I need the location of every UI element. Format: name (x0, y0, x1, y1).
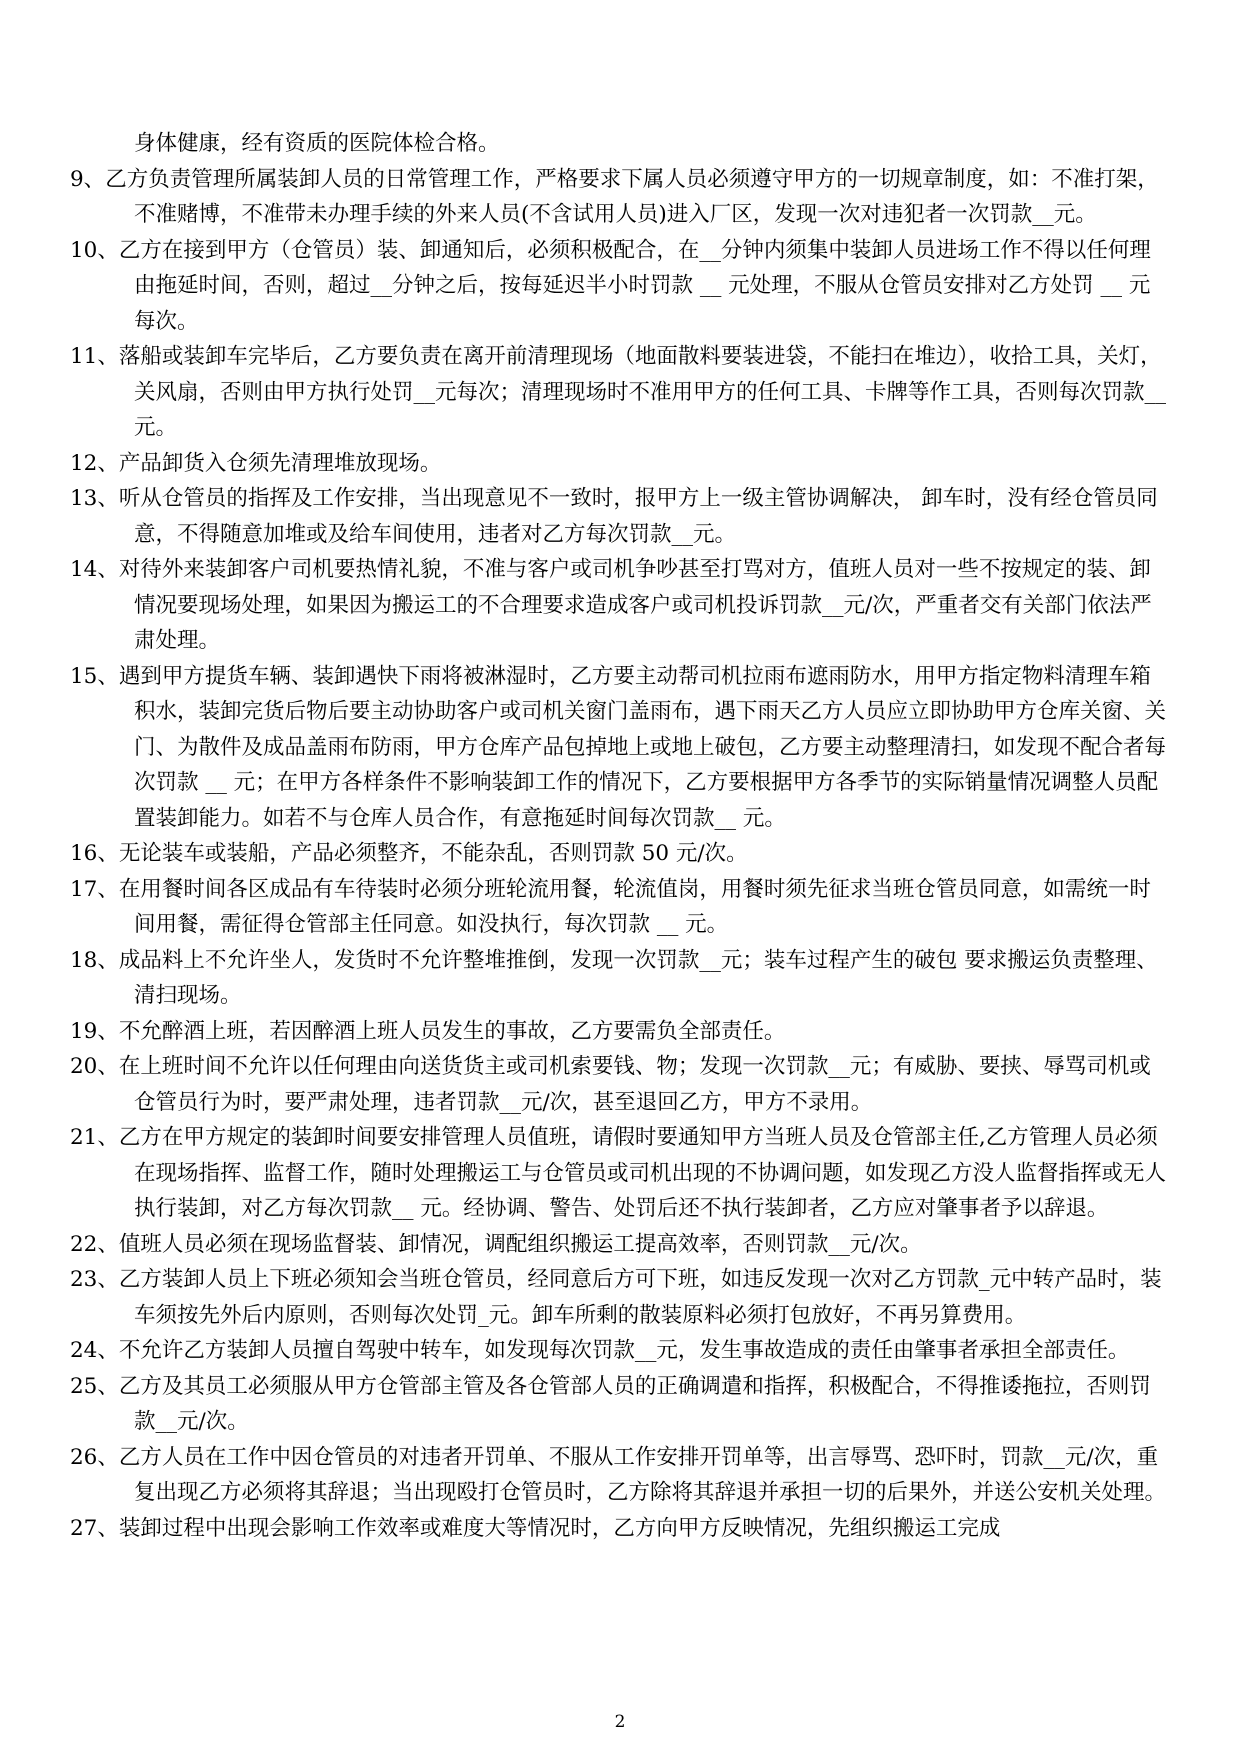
clause-text: 值班人员必须在现场监督装、卸情况，调配组织搬运工提高效率，否则罚款__元/次。 (118, 1231, 922, 1257)
clause-text: 遇到甲方提货车辆、装卸遇快下雨将被淋湿时，乙方要主动帮司机拉雨布遮雨防水，用甲方指定物料清理车箱积水，装卸完货后物后要主动协助客户或司机关窗门盖雨布，遇下雨天乙方人员应立即协助甲方仓库关窗、关门、为散件及成品盖雨布防雨，甲方仓库产品包掉地上或地上破包，乙方要主动整理清扫，如发现不配合者每次罚款 __ 元；在甲方各样条件不影响装卸工作的情况下，乙方要根据甲方各季节的实际销量情况调整人员配置装卸能力。如若不与仓库人员合作，有意拖延时间每次罚款__ 元。 (118, 663, 1167, 831)
clause-11 (70, 339, 1170, 446)
clause-number: 26、 (70, 1444, 119, 1470)
clause-number: 20、 (70, 1054, 119, 1079)
clause-continuation (70, 126, 1170, 162)
clause-text: 在用餐时间各区成品有车待装时必须分班轮流用餐，轮流值岗，用餐时须先征求当班仓管员同意，如需统一时间用餐，需征得仓管部主任同意。如没执行，每次罚款 __ 元。 (118, 876, 1151, 937)
clause-19 (70, 1014, 1170, 1050)
clause-number: 17、 (70, 876, 119, 902)
clause-12 (70, 446, 1170, 482)
clause-text: 乙方负责管理所属装卸人员的日常管理工作，严格要求下属人员必须遵守甲方的一切规章制度，如：不准打架，不准赌博，不准带未办理手续的外来人员(不含试用人员)进入厂区，发现一次对违犯者一次罚款__元。 (105, 166, 1159, 227)
clause-26 (70, 1440, 1170, 1511)
clause-text: 乙方装卸人员上下班必须知会当班仓管员，经同意后方可下班，如违反发现一次对乙方罚款_元中转产品时，装车须按先外后内原则，否则每次处罚_元。卸车所剩的散装原料必须打包放好，不再另算费用。 (118, 1267, 1162, 1328)
clause-16 (70, 836, 1170, 872)
clause-9 (70, 162, 1170, 233)
clause-text: 无论装车或装船，产品必须整齐，不能杂乱，否则罚款 50 元/次。 (118, 841, 748, 866)
clause-number: 10、 (70, 237, 119, 263)
clause-list (70, 126, 1170, 1546)
clause-15 (70, 659, 1170, 837)
clause-text: 乙方在甲方规定的装卸时间要安排管理人员值班，请假时要通知甲方当班人员及仓管部主任,乙方管理人员必须在现场指挥、监督工作，随时处理搬运工与仓管员或司机出现的不协调问题，如发现乙方没人监督指挥或无人执行装卸，对乙方每次罚款__ 元。经协调、警告、处罚后还不执行装卸者，乙方应对肇事者予以辞退。 (118, 1125, 1167, 1221)
clause-number: 13、 (70, 486, 119, 511)
clause-23 (70, 1262, 1170, 1333)
clause-number: 15、 (70, 663, 119, 689)
clause-text: 成品料上不允许坐人，发货时不允许整堆推倒，发现一次罚款__元；装车过程产生的破包 要求搬运负责整理、清扫现场。 (118, 947, 1158, 1008)
clause-number: 14、 (70, 557, 119, 582)
clause-number: 27、 (70, 1515, 119, 1541)
clause-number: 25、 (70, 1373, 119, 1399)
page-number: 2 (614, 1712, 626, 1732)
clause-text: 落船或装卸车完毕后，乙方要负责在离开前清理现场（地面散料要装进袋，不能扫在堆边），收拾工具，关灯，关风扇，否则由甲方执行处罚__元每次；清理现场时不准用甲方的任何工具、卡牌等作工具，否则每次罚款__元。 (118, 344, 1167, 440)
clause-27 (70, 1511, 1170, 1547)
clause-13 (70, 481, 1170, 552)
clause-number: 23、 (70, 1267, 119, 1292)
clause-20 (70, 1049, 1170, 1120)
clause-text: 身体健康，经有资质的医院体检合格。 (134, 131, 500, 156)
clause-text: 乙方在接到甲方（仓管员）装、卸通知后，必须积极配合，在__分钟内须集中装卸人员进场工作不得以任何理由拖延时间，否则，超过__分钟之后，按每延迟半小时罚款 __ 元处理，不服从仓管员安排对乙方处罚 __ 元每次。 (118, 237, 1151, 334)
clause-number: 12、 (70, 450, 119, 476)
clause-18 (70, 943, 1170, 1014)
clause-text: 不允醉酒上班，若因醉酒上班人员发生的事故，乙方要需负全部责任。 (118, 1018, 786, 1044)
clause-21 (70, 1120, 1170, 1227)
clause-number: 24、 (70, 1338, 119, 1363)
clause-25 (70, 1369, 1170, 1440)
clause-number: 22、 (70, 1231, 119, 1257)
clause-text: 装卸过程中出现会影响工作效率或难度大等情况时，乙方向甲方反映情况，先组织搬运工完成 (118, 1515, 1001, 1541)
clause-24 (70, 1333, 1170, 1369)
clause-22 (70, 1227, 1170, 1263)
clause-number: 16、 (70, 841, 119, 866)
clause-number: 18、 (70, 947, 119, 973)
clause-text: 乙方及其员工必须服从甲方仓管部主管及各仓管部人员的正确调遣和指挥，积极配合，不得推诿拖拉，否则罚款__元/次。 (118, 1373, 1151, 1434)
clause-text: 不允许乙方装卸人员擅自驾驶中转车，如发现每次罚款__元，发生事故造成的责任由肇事者承担全部责任。 (118, 1338, 1130, 1363)
clause-text: 听从仓管员的指挥及工作安排，当出现意见不一致时，报甲方上一级主管协调解决， 卸车时，没有经仓管员同意，不得随意加堆或及给车间使用，违者对乙方每次罚款__元。 (118, 486, 1158, 547)
clause-number: 9、 (70, 166, 106, 192)
clause-text: 在上班时间不允许以任何理由向送货货主或司机索要钱、物；发现一次罚款__元；有威胁、要挟、辱骂司机或仓管员行为时，要严肃处理，违者罚款__元/次，甚至退回乙方，甲方不录用。 (118, 1054, 1151, 1115)
clause-14 (70, 552, 1170, 659)
clause-number: 19、 (70, 1018, 119, 1044)
clause-number: 11、 (70, 344, 119, 369)
clause-17 (70, 872, 1170, 943)
clause-10 (70, 233, 1170, 340)
clause-text: 产品卸货入仓须先清理堆放现场。 (118, 450, 442, 476)
clause-text: 乙方人员在工作中因仓管员的对违者开罚单、不服从工作安排开罚单等，出言辱骂、恐吓时，罚款__元/次，重复出现乙方必须将其辞退；当出现殴打仓管员时，乙方除将其辞退并承担一切的后果外，并送公安机关处理。 (118, 1444, 1167, 1505)
clause-text: 对待外来装卸客户司机要热情礼貌，不准与客户或司机争吵甚至打骂对方，值班人员对一些不按规定的装、卸情况要现场处理，如果因为搬运工的不合理要求造成客户或司机投诉罚款__元/次，严重者交有关部门依法严肃处理。 (118, 557, 1152, 653)
clause-number: 21、 (70, 1125, 119, 1150)
